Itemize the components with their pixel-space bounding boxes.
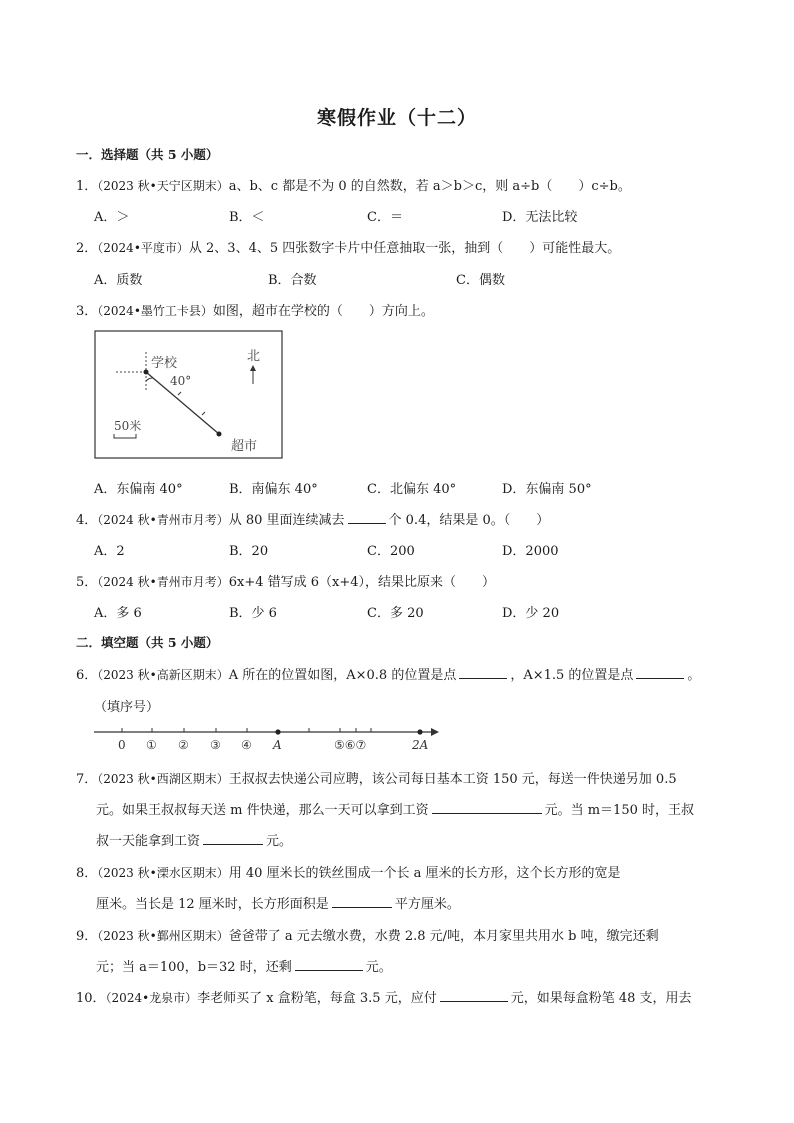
- section-heading-fill: 二．填空题（共 5 小题）: [76, 635, 219, 650]
- question-text: 叔一天能拿到工资: [96, 834, 201, 849]
- question-text: 平方厘米。: [394, 897, 460, 912]
- option-d[interactable]: D．无法比较: [502, 210, 578, 225]
- option-b[interactable]: B．20: [229, 544, 269, 559]
- option-d[interactable]: D．2000: [502, 544, 559, 559]
- option-a[interactable]: A．质数: [94, 273, 143, 288]
- question-text: A 所在的位置如图，A×0.8 的位置是点: [228, 668, 457, 683]
- market-point: [217, 432, 222, 437]
- page-title: 寒假作业（十二）: [316, 107, 477, 129]
- question-text: 厘米。当长是 12 厘米时，长方形面积是: [96, 897, 329, 912]
- question-text: 从 80 里面连续减去: [228, 513, 345, 528]
- question-source: （2023 秋•鄞州区期末）: [97, 929, 229, 943]
- angle-arc: [146, 378, 153, 381]
- answer-blank[interactable]: [332, 895, 392, 908]
- tick-label-1: ①: [146, 738, 157, 752]
- option-a[interactable]: A．2: [94, 544, 125, 559]
- question-text: 元。: [266, 834, 293, 849]
- question-text: 元；当 a＝100，b＝32 时，还剩: [96, 960, 292, 975]
- option-b[interactable]: B．＜: [229, 210, 265, 225]
- answer-blank[interactable]: [636, 666, 684, 679]
- point-a: [275, 729, 280, 734]
- number-line-figure: [94, 720, 454, 754]
- question-note: （填序号）: [94, 700, 160, 715]
- question-5: [76, 571, 736, 590]
- option-d[interactable]: D．少 20: [502, 606, 560, 621]
- option-b[interactable]: B．南偏东 40°: [229, 482, 318, 497]
- question-source: （2023 秋•溧水区期末）: [97, 866, 229, 880]
- scale-tick: [178, 392, 181, 395]
- question-4: [76, 509, 736, 528]
- section-heading-choice: 一．选择题（共 5 小题）: [76, 147, 219, 162]
- option-d[interactable]: D．东偏南 50°: [502, 482, 592, 497]
- question-source: （2023 秋•天宁区期末）: [97, 179, 229, 193]
- option-a[interactable]: A．多 6: [94, 606, 142, 621]
- question-number: 3．: [76, 304, 98, 319]
- scale-tick: [202, 412, 205, 415]
- question-text: a、b、c 都是不为 0 的自然数，若 a＞b＞c，则 a÷b（ ）c÷b。: [228, 179, 631, 194]
- option-b[interactable]: B．合数: [268, 273, 317, 288]
- question-source: （2024 秋•青州市月考）: [97, 575, 229, 589]
- question-8: [76, 862, 736, 881]
- tick-label-5-6-7: ⑤⑥⑦: [334, 738, 367, 752]
- answer-blank[interactable]: [440, 989, 508, 1002]
- question-8-line-2: [96, 893, 460, 912]
- question-number: 2．: [76, 241, 98, 256]
- question-number: 8．: [76, 866, 98, 881]
- question-number: 4．: [76, 513, 98, 528]
- school-point: [144, 370, 149, 375]
- answer-blank[interactable]: [295, 958, 363, 971]
- question-9: [76, 925, 736, 944]
- answer-blank[interactable]: [203, 832, 263, 845]
- tick-label-2: ②: [178, 738, 189, 752]
- answer-blank[interactable]: [432, 801, 542, 814]
- tick-label-a: A: [273, 738, 282, 752]
- question-source: （2024•墨竹工卡县）: [97, 304, 213, 318]
- option-a[interactable]: A．东偏南 40°: [94, 482, 183, 497]
- question-source: （2024•龙泉市）: [105, 991, 198, 1005]
- question-number: 5．: [76, 575, 98, 590]
- question-9-line-2: [96, 956, 392, 975]
- option-c[interactable]: C．200: [367, 544, 415, 559]
- question-7-line-2: [96, 799, 694, 818]
- direction-figure: [94, 330, 284, 460]
- question-text: 。: [687, 668, 701, 683]
- scale-label: 50米: [114, 419, 142, 433]
- question-1: [76, 175, 736, 194]
- question-text: 6x+4 错写成 6（x+4），结果比原来（ ）: [228, 575, 496, 590]
- question-text: ，A×1.5 的位置是点: [510, 668, 634, 683]
- answer-blank[interactable]: [348, 511, 386, 524]
- question-text: 元。: [365, 960, 392, 975]
- question-text: 元，如果每盒粉笔 48 支，用去: [510, 991, 692, 1006]
- question-text: 从 2、3、4、5 四张数字卡片中任意抽取一张，抽到（ ）可能性最大。: [188, 241, 621, 256]
- question-text: 如图，超市在学校的（ ）方向上。: [212, 304, 434, 319]
- number-line-arrow-icon: [431, 728, 439, 736]
- option-c[interactable]: C．多 20: [367, 606, 424, 621]
- scale-bar: [114, 434, 136, 438]
- question-text: 王叔叔去快递公司应聘，该公司每日基本工资 150 元，每送一件快递另加 0.5: [228, 772, 677, 787]
- question-text: 个 0.4，结果是 0。（ ）: [388, 513, 550, 528]
- question-text: 元。如果王叔叔每天送 m 件快递，那么一天可以拿到工资: [96, 803, 429, 818]
- question-7: [76, 768, 736, 787]
- answer-blank[interactable]: [459, 666, 507, 679]
- question-number: 1．: [76, 179, 98, 194]
- question-source: （2023 秋•高新区期末）: [97, 668, 229, 682]
- question-number: 7．: [76, 772, 98, 787]
- market-label: 超市: [231, 439, 258, 454]
- question-2: [76, 237, 736, 256]
- question-number: 9．: [76, 929, 98, 944]
- question-text: 用 40 厘米长的铁丝围成一个长 a 厘米的长方形，这个长方形的宽是: [228, 866, 621, 881]
- question-number: 10．: [76, 991, 106, 1006]
- question-7-line-3: [96, 830, 292, 849]
- tick-label-3: ③: [210, 738, 221, 752]
- north-label: 北: [247, 349, 261, 364]
- option-c[interactable]: C．北偏东 40°: [367, 482, 457, 497]
- question-text: 李老师买了 x 盒粉笔，每盒 3.5 元，应付: [197, 991, 437, 1006]
- angle-label: 40°: [170, 374, 192, 388]
- tick-label-zero: 0: [118, 738, 126, 752]
- option-c[interactable]: C．＝: [367, 210, 403, 225]
- option-b[interactable]: B．少 6: [229, 606, 277, 621]
- question-source: （2024•平度市）: [97, 241, 189, 255]
- tick-label-2a: 2A: [412, 738, 429, 752]
- question-number: 6．: [76, 668, 98, 683]
- tick-label-4: ④: [241, 738, 252, 752]
- question-source: （2023 秋•西湖区期末）: [97, 772, 229, 786]
- question-3: [76, 300, 736, 319]
- option-a[interactable]: A．＞: [94, 210, 130, 225]
- school-label: 学校: [151, 356, 178, 371]
- north-arrow-icon: [250, 365, 256, 371]
- question-6: [76, 664, 756, 683]
- question-source: （2024 秋•青州市月考）: [97, 513, 229, 527]
- point-2a: [417, 729, 422, 734]
- question-10: [76, 987, 736, 1006]
- question-text: 元。当 m＝150 时，王叔: [544, 803, 694, 818]
- option-c[interactable]: C．偶数: [456, 273, 505, 288]
- question-text: 爸爸带了 a 元去缴水费，水费 2.8 元/吨，本月家里共用水 b 吨，缴完还剩: [228, 929, 659, 944]
